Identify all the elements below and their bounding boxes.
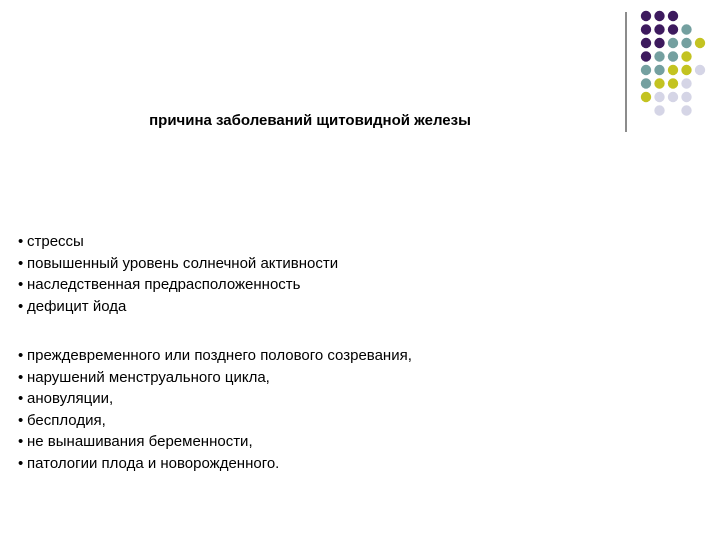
decorative-dot — [695, 65, 705, 75]
decorative-dot — [668, 51, 678, 61]
causes-list — [18, 231, 338, 317]
list-item: • не вынашивания беременности, — [18, 431, 412, 453]
decorative-dot — [654, 51, 664, 61]
effects-list — [18, 345, 412, 474]
decorative-dot — [668, 78, 678, 88]
decorative-dot — [654, 38, 664, 48]
decorative-dot — [681, 51, 691, 61]
decorative-dot — [654, 78, 664, 88]
decorative-dot — [641, 38, 651, 48]
decorative-dot — [641, 78, 651, 88]
list-item: • дефицит йода — [18, 296, 338, 318]
decorative-dot — [681, 78, 691, 88]
decorative-dot — [654, 92, 664, 102]
decorative-dot — [668, 65, 678, 75]
decorative-dot — [654, 11, 664, 21]
decorative-dot — [681, 38, 691, 48]
decorative-dot — [654, 24, 664, 34]
list-item: • бесплодия, — [18, 410, 412, 432]
list-item: • ановуляции, — [18, 388, 412, 410]
list-item: • патологии плода и новорожденного. — [18, 453, 412, 475]
decorative-dot — [668, 92, 678, 102]
decorative-dot — [668, 38, 678, 48]
decorative-dot — [641, 11, 651, 21]
decorative-dot — [641, 24, 651, 34]
decorative-dot — [681, 65, 691, 75]
decorative-dot — [681, 24, 691, 34]
decorative-dot — [681, 92, 691, 102]
list-item: • наследственная предрасположенность — [18, 274, 338, 296]
decorative-dot — [681, 105, 691, 115]
list-item: • повышенный уровень солнечной активности — [18, 253, 338, 275]
decorative-dot — [641, 65, 651, 75]
decorative-dot — [641, 51, 651, 61]
list-item: • преждевременного или позднего полового созревания, — [18, 345, 412, 367]
list-item: • стрессы — [18, 231, 338, 253]
list-item: • нарушений менструального цикла, — [18, 367, 412, 389]
slide-title: причина заболеваний щитовидной железы — [149, 112, 471, 129]
vertical-divider-line — [625, 12, 627, 132]
decorative-dot — [654, 65, 664, 75]
decorative-dot — [668, 11, 678, 21]
decorative-dot — [641, 92, 651, 102]
decorative-dot — [695, 38, 705, 48]
decorative-dot — [668, 24, 678, 34]
decorative-dot — [654, 105, 664, 115]
